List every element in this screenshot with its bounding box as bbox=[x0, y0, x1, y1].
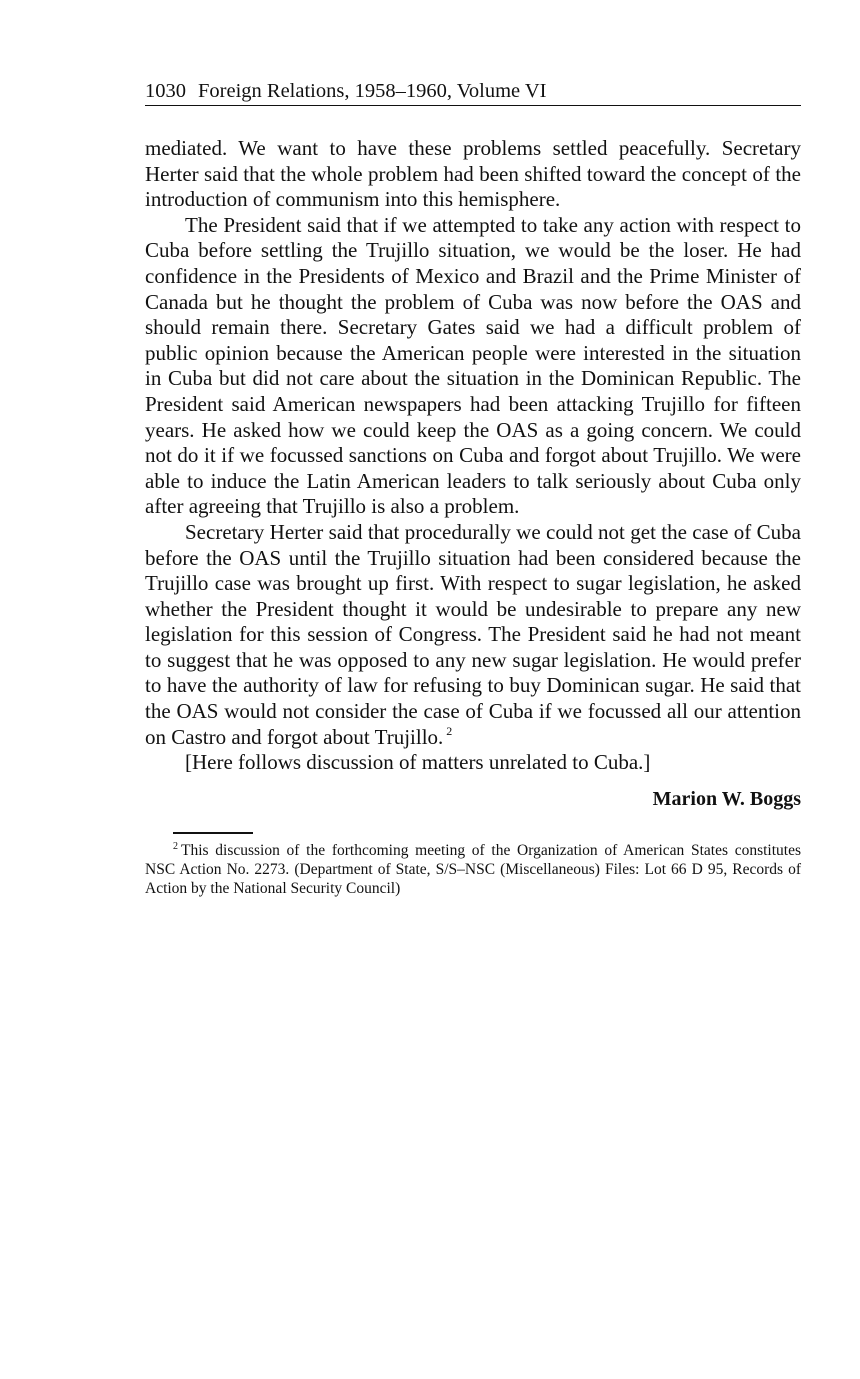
footnote-divider bbox=[173, 832, 253, 834]
footnote-marker: 2 bbox=[173, 840, 178, 852]
footnote bbox=[145, 841, 801, 898]
signature: Marion W. Boggs bbox=[652, 787, 801, 810]
running-head-title: Foreign Relations, 1958–1960, Volume VI bbox=[198, 80, 547, 102]
paragraph-president-trujillo: The President said that if we attempted to take any action with respect to Cuba before settling the Trujillo situation, we would be the loser. He had confidence in the Presidents of Mexico and Brazil and the Prime Minister of Canada but he thought the problem of Cuba was now before the OAS and should remain there. Secretary Gates said we had a difficult problem of public opinion because the American people were interested in the situation in Cuba but did not care about the situation in the Dominican Republic. The President said American newspapers had been attacking Trujillo for fifteen years. He asked how we could keep the OAS as a going concern. We could not do it if we focussed sanctions on Cuba and forgot about Trujillo. We were able to induce the Latin American leaders to talk seriously about Cuba only after agreeing that Trujillo is also a problem. bbox=[145, 212, 801, 519]
document-page bbox=[145, 78, 801, 898]
body-text bbox=[145, 136, 801, 776]
footnote-reference: 2 bbox=[446, 723, 453, 738]
footnote-text: This discussion of the forthcoming meeting of the Organization of American States constitutes NSC Action No. 2273. (Department of State, S/S–NSC (Miscellaneous) Files: Lot 66 D 95, Records of Action by the National Security Council) bbox=[145, 841, 801, 897]
paragraph-herter-text: Secretary Herter said that procedurally we could not get the case of Cuba before the OAS until the Trujillo situation had been considered because the Trujillo case was brought up first. With respect to sugar legislation, he asked whether the President thought it would be undesirable to prepare any new legislation for this session of Congress. The President said he had not meant to suggest that he was opposed to any new sugar legislation. He would prefer to have the authority of law for refusing to buy Dominican sugar. He said that the OAS would not consider the case of Cuba if we focussed all our attention on Castro and forgot about Trujillo. bbox=[145, 519, 801, 749]
running-head bbox=[145, 78, 801, 106]
paragraph-continued: mediated. We want to have these problems settled peacefully. Secretary Herter said that the whole problem had been shifted toward the concept of the introduction of communism into this hemisphere. bbox=[145, 136, 801, 212]
page-number: 1030 bbox=[145, 80, 186, 102]
paragraph-herter-procedure bbox=[145, 520, 801, 750]
paragraph-editorial-note: [Here follows discussion of matters unrelated to Cuba.] bbox=[185, 750, 651, 775]
